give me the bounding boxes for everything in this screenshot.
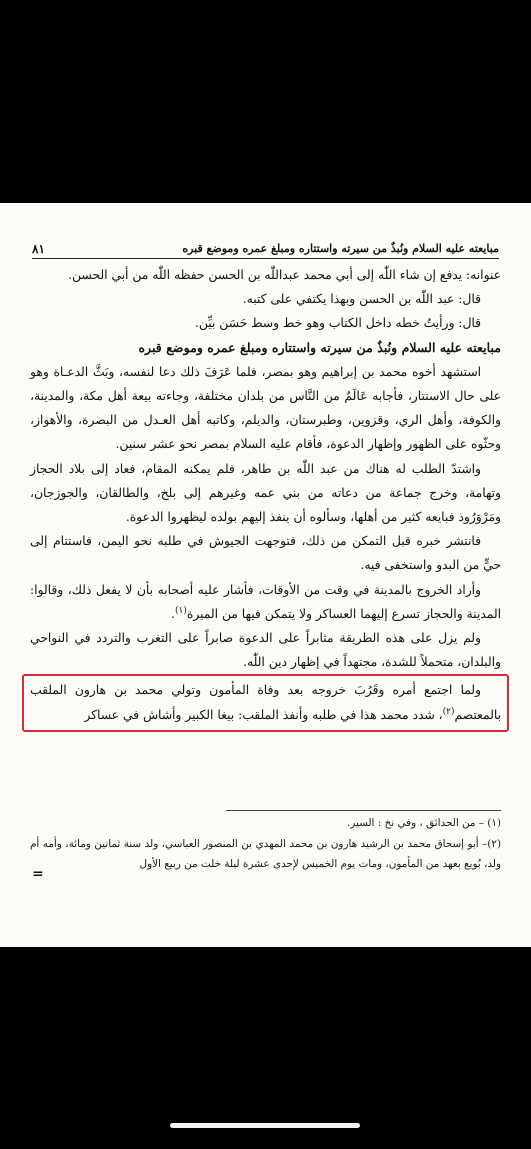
home-indicator[interactable] bbox=[170, 1123, 360, 1128]
paragraph: ولم يزل على هذه الطريقة مثابراً على الدعوة صابراً على التغرب والتردد في النواحي والبلدان، متحملاً للشدة، مجتهداً في إظهار دين اللّٰه. bbox=[30, 631, 501, 670]
footnote: (٢)– أبو إسحاق محمد بن الرشيد هارون بن محمد المهدي بن المنصور العباسي، ولد سنة ثمانين ومائة، وأمه أم ولد، بُويع بعهد من المأمون، ومات يوم الخميس لإحدى عشرة ليلة خلت من ربيع الأول bbox=[30, 837, 501, 870]
paragraph bbox=[30, 578, 501, 626]
footnotes bbox=[30, 813, 501, 875]
paragraph: استشهد أخوه محمد بن إبراهيم وهو بمصر، فلما عَرَفَ ذلك دعا لنفسه، وبَثَّ الدعـاة وهو على حال الاستتار، فأجابه عَالَمٌ من النَّاس من بلدان مختلفة، وجاءته بيعة أهل مكة، والمدينة، والكوفة، وأهل الري، وقزوين، وطبرستان، والديلم، وكاتبه أهل العـدل من البصرة، والأهواز، وحثّوه على الظهور وإظهار الدعوة، فأقام عليه السلام بمصر نحو عشر سنين. bbox=[30, 364, 501, 452]
paragraph bbox=[30, 678, 501, 726]
document-page bbox=[0, 203, 531, 947]
footnote-ref: (١) bbox=[174, 605, 187, 616]
section-heading: مبايعته عليه السلام ونُبذٌ من سيرته واستتاره ومبلغ عمره وموضع قبره bbox=[138, 339, 501, 355]
page-number: ٨١ bbox=[32, 242, 45, 256]
paragraph-text: ولما اجتمع أمره وقَرُبَ خروجه بعد وفاة المأمون وتولي محمد بن هارون الملقب بالمعتصم bbox=[30, 683, 501, 722]
continue-mark: = bbox=[32, 866, 44, 882]
paragraph-text: . bbox=[171, 606, 175, 621]
running-title: مبايعته عليه السلام ونُبذٌ من سيرته واستتاره ومبلغ عمره وموضع قبره bbox=[182, 242, 499, 255]
page-header bbox=[32, 236, 499, 259]
paragraph: قال: ورأيتُ خطه داخل الكتاب وهو خط وسط حَسَن بيِّن. bbox=[194, 316, 481, 331]
highlighted-passage bbox=[22, 674, 509, 731]
footnote: (١) – من الحدائق ، وفي نخ : السير. bbox=[346, 817, 501, 829]
paragraph: قال: عبد اللّٰه بن الحسن وبهذا يكتفي على كتبه. bbox=[242, 292, 481, 307]
paragraph: واشتدّ الطلب له هناك من عبد اللّٰه بن طاهر، فلم يمكنه المقام، فعاد إلى بلاد الحجاز وتهامة، وخرج جماعة من دعاته من بني عمه وغيرهم إلى بلخ، والطالقان، والجوزجان، ومَرْوَرُوذ فبايعه كثير من أهلها، وسألوه أن ينفذ إليهم بولده ليظهروا الدعوة. bbox=[30, 461, 501, 525]
paragraph-text: ، شدد محمد هذا في طلبه وأنفذ الملقب: بيغا الكبير وأشاش في عساكر bbox=[84, 707, 443, 722]
paragraph: فانتشر خبره قبل التمكن من ذلك، فتوجهت الجيوش في طلبه نحو اليمن، فاستتام إلى حيٍّ من البدو واستخفى فيه. bbox=[30, 534, 501, 573]
paragraph: عنوانه: يدفع إن شاء اللّٰه إلى أبي محمد عبداللّٰه بن الحسن حفظه اللّٰه من أبي الحسن. bbox=[68, 268, 501, 282]
footnote-divider bbox=[226, 810, 501, 811]
body-text bbox=[30, 263, 501, 732]
paragraph-text: وأراد الخروج بالمدينة في وقت من الأوقات، فأشار عليه أصحابه بأن لا يفعل ذلك، وقالوا: المدينة والحجاز تسرع إليهما العساكر ولا يتمكن فيها من الميرة bbox=[30, 582, 501, 621]
footnote-ref: (٢) bbox=[442, 706, 455, 717]
